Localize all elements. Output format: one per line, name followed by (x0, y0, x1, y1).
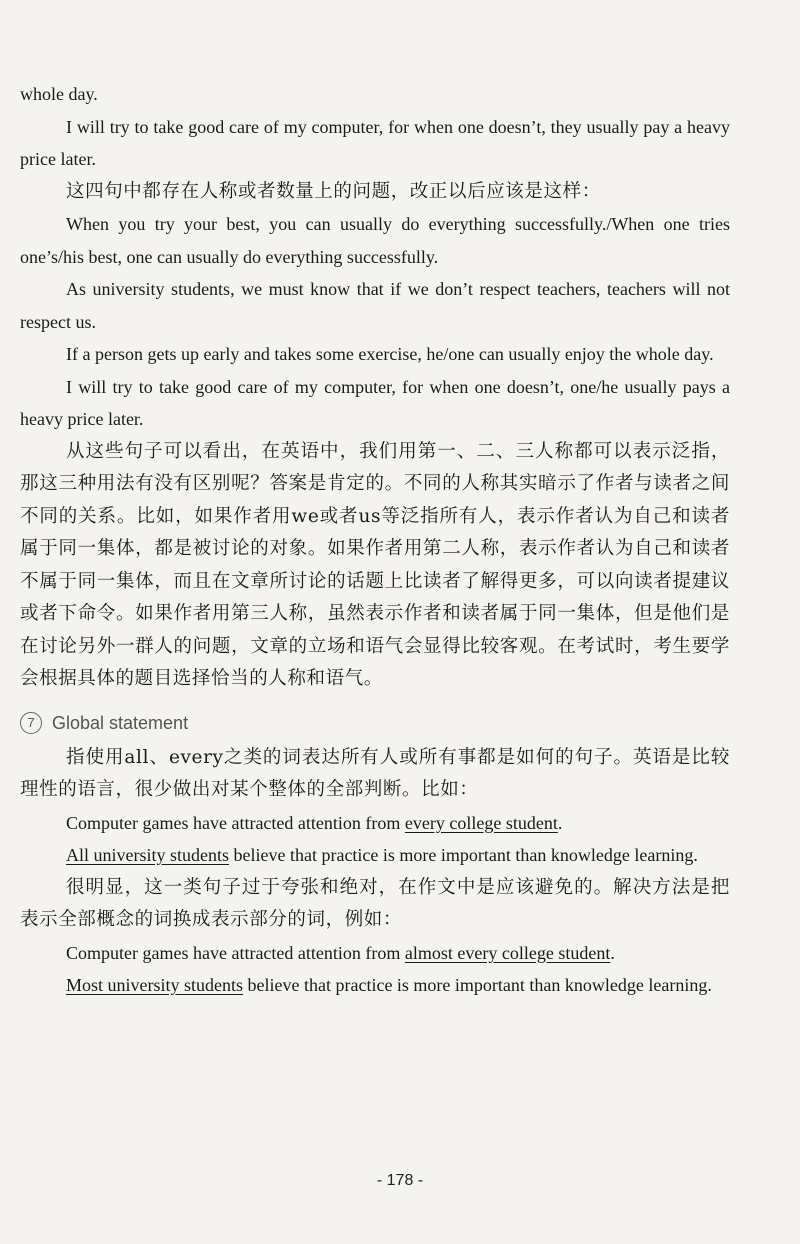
page-body (20, 78, 730, 1002)
paragraph: whole day. (20, 84, 98, 104)
paragraph: I will try to take good care of my computer, for when one doesn’t, they usually pay a heavy price later. (20, 116, 730, 169)
paragraph: 从这些句子可以看出，在英语中，我们用第一、二、三人称都可以表示泛指，那这三种用法有没有区别呢？答案是肯定的。不同的人称其实暗示了作者与读者之间不同的关系。比如，如果作者用we或者us等泛指所有人，表示作者认为自己和读者属于同一集体，都是被讨论的对象。如果作者用第二人称，表示作者认为自己和读者不属于同一集体，而且在文章所讨论的话题上比读者了解得更多，可以向读者提建议或者下命令。如果作者用第三人称，虽然表示作者和读者属于同一集体，但是他们是在讨论另外一群人的问题，文章的立场和语气会显得比较客观。在考试时，考生要学会根据具体的题目选择恰当的人称和语气。 (20, 440, 730, 689)
example-sentence (20, 839, 730, 872)
paragraph: 指使用all、every之类的词表达所有人或所有事都是如何的句子。英语是比较理性的语言，很少做出对某个整体的全部判断。比如： (20, 746, 730, 800)
example-text: believe that practice is more important than knowledge learning. (243, 975, 712, 995)
example-text: Computer games have attracted attention from (66, 812, 405, 833)
underlined-phrase: almost every college student (404, 942, 611, 963)
paragraph: As university students, we must know that if we don’t respect teachers, teachers will not respect us. (20, 279, 730, 332)
underlined-phrase: every college student (404, 812, 558, 833)
underlined-phrase: All university students (66, 845, 229, 865)
example-text: believe that practice is more important than knowledge learning. (229, 845, 698, 865)
underlined-phrase: Most university students (66, 975, 244, 995)
paragraph-group (20, 78, 730, 696)
paragraph: I will try to take good care of my computer, for when one doesn’t, one/he usually pays a heavy price later. (20, 376, 730, 429)
paragraph: If a person gets up early and takes some exercise, he/one can usually enjoy the whole day. (66, 344, 714, 364)
paragraph: 这四句中都存在人称或者数量上的问题，改正以后应该是这样： (66, 180, 601, 202)
paragraph: When you try your best, you can usually do everything successfully./When one tries one’s/his best, one can usually do everything successfully. (20, 214, 730, 267)
example-sentence (20, 937, 730, 970)
paragraph: 很明显，这一类句子过于夸张和绝对，在作文中是应该避免的。解决方法是把表示全部概念的词换成表示部分的词，例如： (20, 876, 730, 930)
example-text: . (557, 812, 563, 833)
example-sentence (20, 969, 730, 1002)
example-text: . (610, 942, 615, 963)
section-title: Global statement (52, 712, 189, 733)
example-text: Computer games have attracted attention from (66, 942, 405, 963)
example-sentence (20, 807, 730, 840)
section-heading (20, 708, 730, 738)
page-number: - 178 - (376, 1172, 424, 1189)
circled-number: 7 (20, 712, 42, 734)
